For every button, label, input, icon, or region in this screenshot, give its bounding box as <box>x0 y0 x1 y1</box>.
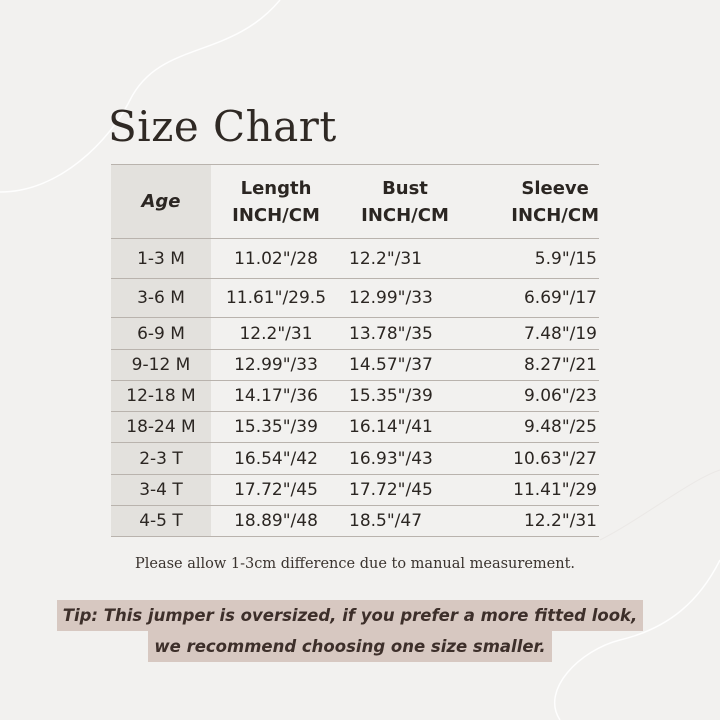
header-bust <box>341 165 469 239</box>
page-title: Size Chart <box>108 102 337 151</box>
age-cell: 9-12 M <box>111 350 211 381</box>
sleeve-cell: 9.06"/23 <box>469 381 599 412</box>
header-length-unit: INCH/CM <box>232 204 320 226</box>
bust-cell: 16.14"/41 <box>341 412 469 443</box>
table-row <box>111 443 599 475</box>
length-cell: 11.61"/29.5 <box>211 279 341 318</box>
bust-cell: 16.93"/43 <box>341 443 469 475</box>
table-row <box>111 381 599 412</box>
bust-cell: 15.35"/39 <box>341 381 469 412</box>
bust-cell: 12.99"/33 <box>341 279 469 318</box>
sleeve-cell: 7.48"/19 <box>469 318 599 350</box>
bust-cell: 18.5"/47 <box>341 506 469 537</box>
length-cell: 12.99"/33 <box>211 350 341 381</box>
table-row <box>111 412 599 443</box>
length-cell: 18.89"/48 <box>211 506 341 537</box>
sleeve-cell: 10.63"/27 <box>469 443 599 475</box>
bust-cell: 13.78"/35 <box>341 318 469 350</box>
header-age-label: Age <box>141 191 181 212</box>
length-cell: 12.2"/31 <box>211 318 341 350</box>
sleeve-cell: 11.41"/29 <box>469 475 599 506</box>
header-sleeve-label: Sleeve <box>521 177 589 199</box>
tip-line-1: Tip: This jumper is oversized, if you prefer a more fitted look, <box>57 600 644 631</box>
age-cell: 1-3 M <box>111 239 211 279</box>
header-length-label: Length <box>240 177 312 199</box>
sleeve-cell: 9.48"/25 <box>469 412 599 443</box>
table-row <box>111 350 599 381</box>
age-cell: 6-9 M <box>111 318 211 350</box>
age-cell: 3-4 T <box>111 475 211 506</box>
length-cell: 14.17"/36 <box>211 381 341 412</box>
header-length <box>211 165 341 239</box>
header-age <box>111 165 211 239</box>
table-row <box>111 239 599 279</box>
sleeve-cell: 6.69"/17 <box>469 279 599 318</box>
length-cell: 16.54"/42 <box>211 443 341 475</box>
sleeve-cell: 12.2"/31 <box>469 506 599 537</box>
header-bust-unit: INCH/CM <box>361 204 449 226</box>
age-cell: 4-5 T <box>111 506 211 537</box>
age-cell: 18-24 M <box>111 412 211 443</box>
tip-line-2: we recommend choosing one size smaller. <box>148 631 551 662</box>
table-row <box>111 318 599 350</box>
age-cell: 2-3 T <box>111 443 211 475</box>
sleeve-cell: 8.27"/21 <box>469 350 599 381</box>
length-cell: 15.35"/39 <box>211 412 341 443</box>
sleeve-cell: 5.9"/15 <box>469 239 599 279</box>
header-sleeve <box>469 165 599 239</box>
tip-box <box>0 600 700 662</box>
bust-cell: 14.57"/37 <box>341 350 469 381</box>
size-chart-table <box>111 164 599 537</box>
bust-cell: 17.72"/45 <box>341 475 469 506</box>
length-cell: 11.02"/28 <box>211 239 341 279</box>
table-header-row <box>111 165 599 239</box>
header-bust-label: Bust <box>382 177 428 199</box>
table-row <box>111 279 599 318</box>
measurement-note: Please allow 1-3cm difference due to manual measurement. <box>134 556 576 572</box>
header-sleeve-unit: INCH/CM <box>511 204 599 226</box>
bust-cell: 12.2"/31 <box>341 239 469 279</box>
table-row <box>111 506 599 537</box>
table-row <box>111 475 599 506</box>
age-cell: 3-6 M <box>111 279 211 318</box>
age-cell: 12-18 M <box>111 381 211 412</box>
length-cell: 17.72"/45 <box>211 475 341 506</box>
